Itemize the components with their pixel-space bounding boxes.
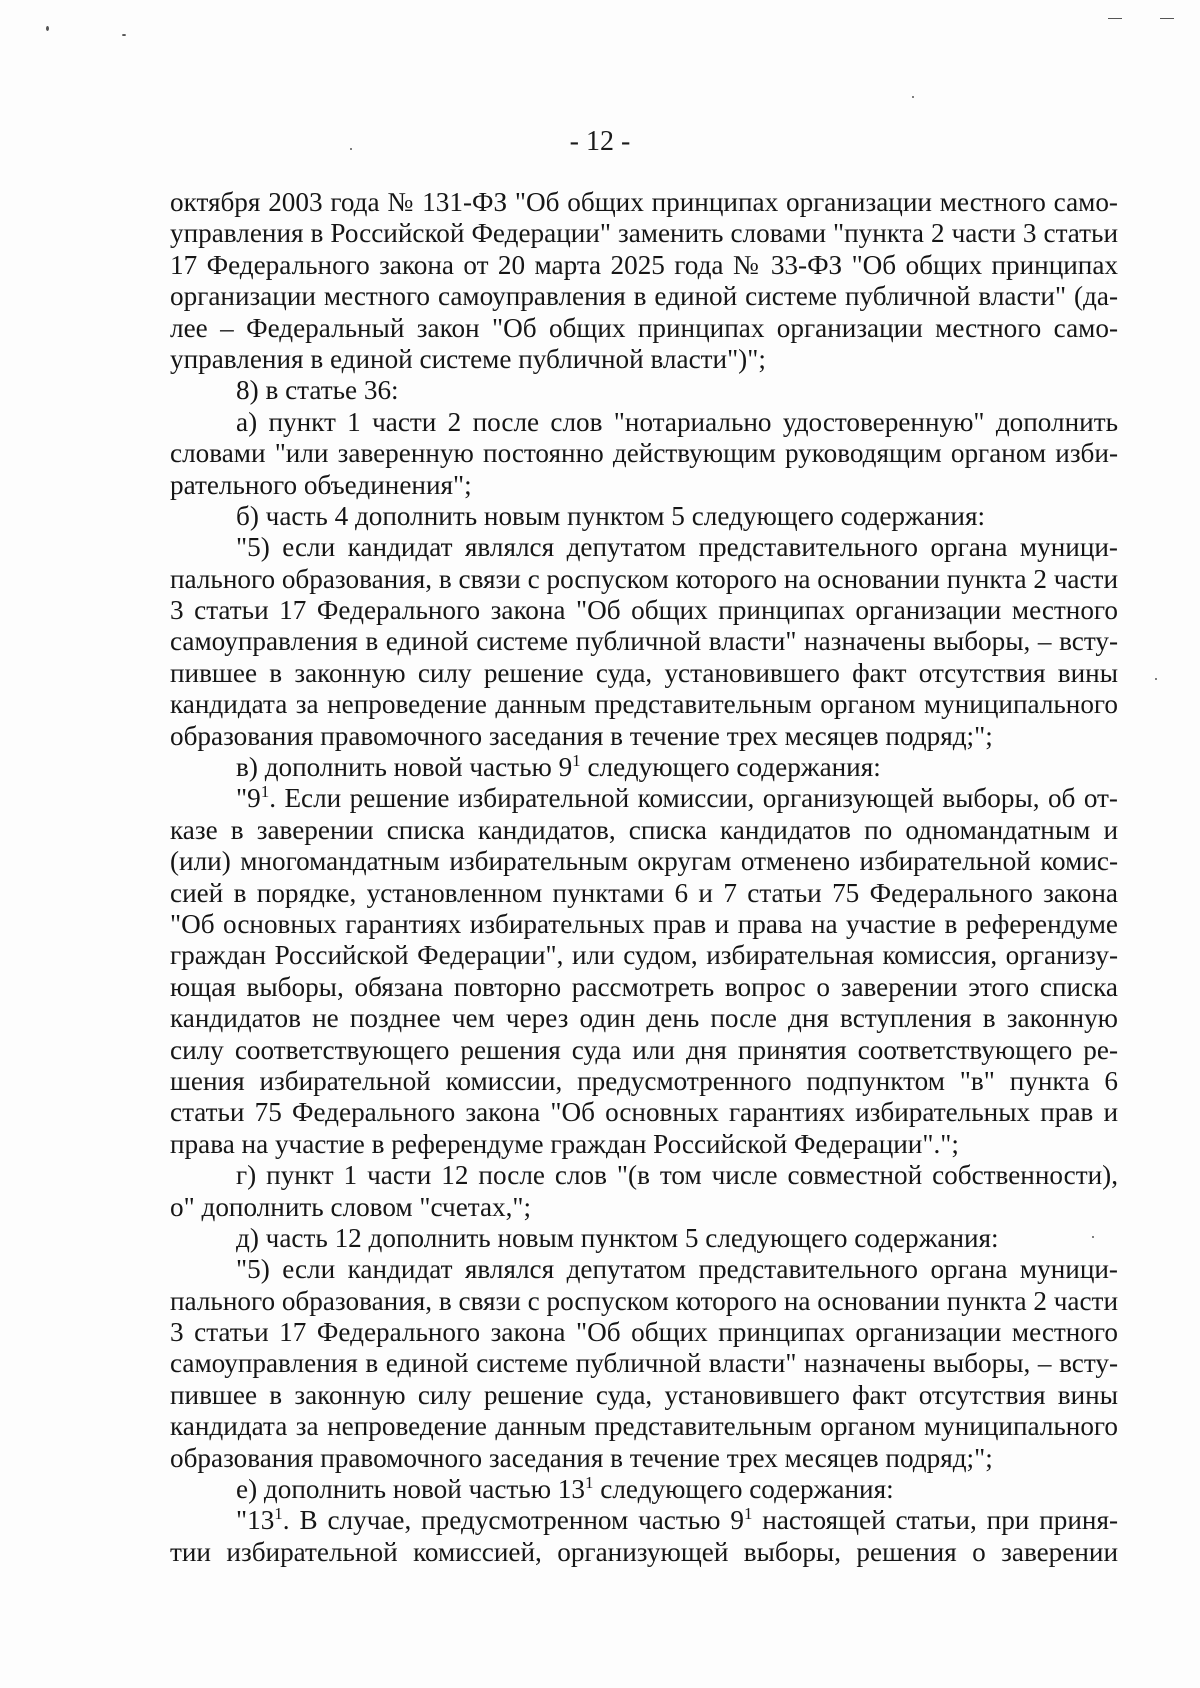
line-text: статьи 75 Федерального закона "Об основных гарантиях избирательных прав и xyxy=(170,1097,1118,1128)
line-text: пившее в законную силу решение суда, установившего факт отсутствия вины xyxy=(170,1379,1118,1410)
text-line xyxy=(170,250,1118,281)
line-text: граждан Российской Федерации", или судом, избирательная комиссия, организу- xyxy=(170,940,1118,971)
text-line xyxy=(170,1537,1118,1568)
text-line xyxy=(170,1505,1118,1536)
line-text: "5) если кандидат являлся депутатом представительного органа муници- xyxy=(236,1254,1118,1285)
text-line xyxy=(170,1035,1118,1066)
line-text-after: следующего содержания: xyxy=(593,1474,894,1505)
line-text: д) часть 12 дополнить новым пунктом 5 следующего содержания: xyxy=(236,1222,999,1253)
text-line xyxy=(170,313,1118,344)
line-text: ющая выборы, обязана повторно рассмотреть вопрос о заверении этого списка xyxy=(170,971,1118,1002)
line-text: образования правомочного заседания в течение трех месяцев подряд;"; xyxy=(170,1442,993,1473)
text-line xyxy=(170,564,1118,595)
text-line xyxy=(170,878,1118,909)
text-line xyxy=(170,532,1118,563)
line-text: октября 2003 года № 131-ФЗ "Об общих принципах организации местного само- xyxy=(170,187,1118,217)
text-line xyxy=(170,407,1118,438)
line-text: сией в порядке, установленном пунктами 6 и 7 статьи 75 Федерального закона xyxy=(170,877,1118,908)
line-text-tail: настоящей статьи, при приня- xyxy=(752,1505,1119,1536)
text-line xyxy=(170,626,1118,657)
line-text: б) часть 4 дополнить новым пунктом 5 следующего содержания: xyxy=(236,500,986,531)
text-line xyxy=(170,218,1118,249)
text-line xyxy=(170,1411,1118,1442)
text-line xyxy=(170,1066,1118,1097)
text-line xyxy=(170,187,1118,218)
scan-speck xyxy=(912,96,914,98)
scan-speck xyxy=(46,26,49,31)
text-line xyxy=(170,281,1118,312)
line-text: кандидатов не позднее чем через один день после дня вступления в законную xyxy=(170,1003,1118,1034)
scan-speck xyxy=(350,148,352,150)
text-line xyxy=(170,1223,1118,1254)
line-text: тии избирательной комиссией, организующей выборы, решения о заверении xyxy=(170,1536,1118,1567)
text-line xyxy=(170,940,1118,971)
line-text: "13 xyxy=(236,1505,275,1536)
scan-speck xyxy=(1092,1236,1094,1238)
text-line xyxy=(170,752,1118,783)
line-text: "Об основных гарантиях избирательных прав и права на участие в референдуме xyxy=(170,908,1118,939)
line-text: кандидата за непроведение данным представительным органом муниципального xyxy=(170,689,1118,720)
line-text: 8) в статье 36: xyxy=(236,375,399,406)
text-line xyxy=(170,1348,1118,1379)
line-text: самоуправления в единой системе публичной власти" назначены выборы, – всту- xyxy=(170,1348,1118,1379)
line-text: силу соответствующего решения суда или дня принятия соответствующего ре- xyxy=(170,1034,1118,1065)
text-line xyxy=(170,972,1118,1003)
text-line xyxy=(170,658,1118,689)
line-text: "9 xyxy=(236,783,261,814)
line-text: управления в Российской Федерации" заменить словами "пункта 2 части 3 статьи xyxy=(170,218,1118,249)
line-text-after: следующего содержания: xyxy=(580,752,881,783)
text-line xyxy=(170,1192,1118,1223)
line-text: шения избирательной комиссии, предусмотренного подпунктом "в" пункта 6 xyxy=(170,1065,1118,1096)
superscript: 1 xyxy=(260,782,270,802)
text-line xyxy=(170,1129,1118,1160)
line-text: образования правомочного заседания в течение трех месяцев подряд;"; xyxy=(170,720,993,751)
line-text: в) дополнить новой частью 9 xyxy=(236,752,573,783)
line-text: 17 Федерального закона от 20 марта 2025 года № 33-ФЗ "Об общих принципах xyxy=(170,249,1118,280)
text-line xyxy=(170,1380,1118,1411)
superscript: 1 xyxy=(585,1473,594,1493)
line-text-after: . Если решение избирательной комиссии, организующей выборы, об от- xyxy=(269,783,1118,814)
line-text: организации местного самоуправления в единой системе публичной власти" (да- xyxy=(170,281,1118,312)
text-line xyxy=(170,1474,1118,1505)
text-line xyxy=(170,438,1118,469)
line-text: самоуправления в единой системе публичной власти" назначены выборы, – всту- xyxy=(170,626,1118,657)
line-text: кандидата за непроведение данным представительным органом муниципального xyxy=(170,1411,1118,1442)
text-line xyxy=(170,1097,1118,1128)
scan-speck xyxy=(1155,678,1157,680)
text-line xyxy=(170,1317,1118,1348)
scan-speck xyxy=(122,34,126,36)
line-text: лее – Федеральный закон "Об общих принципах организации местного само- xyxy=(170,312,1118,343)
text-line xyxy=(170,909,1118,940)
text-line xyxy=(170,846,1118,877)
line-text: управления в единой системе публичной власти")"; xyxy=(170,343,766,374)
line-text: пального образования, в связи с роспуском которого на основании пункта 2 части xyxy=(170,1285,1118,1316)
text-line xyxy=(170,470,1118,501)
text-line xyxy=(170,1160,1118,1191)
scan-speck xyxy=(1108,18,1122,19)
line-text: а) пункт 1 части 2 после слов "нотариально удостоверенную" дополнить xyxy=(236,406,1118,437)
document-body xyxy=(170,187,1118,1568)
line-text: о" дополнить словом "счетах,"; xyxy=(170,1191,532,1222)
text-line xyxy=(170,1443,1118,1474)
text-line xyxy=(170,1003,1118,1034)
text-line xyxy=(170,783,1118,814)
text-line xyxy=(170,501,1118,532)
line-text: словами "или заверенную постоянно действующим руководящим органом изби- xyxy=(170,438,1118,469)
text-line xyxy=(170,1286,1118,1317)
line-text: (или) многомандатным избирательным округам отменено избирательной комис- xyxy=(170,846,1118,877)
text-line xyxy=(170,815,1118,846)
line-text: 3 статьи 17 Федерального закона "Об общих принципах организации местного xyxy=(170,1317,1118,1348)
line-text: е) дополнить новой частью 13 xyxy=(236,1474,585,1505)
line-text-after: . В случае, предусмотренном частью 9 xyxy=(282,1505,744,1536)
text-line xyxy=(170,721,1118,752)
line-text: г) пункт 1 части 12 после слов "(в том числе совместной собственности), xyxy=(236,1160,1118,1191)
line-text: 3 статьи 17 Федерального закона "Об общих принципах организации местного xyxy=(170,595,1118,626)
text-line xyxy=(170,375,1118,406)
line-text: "5) если кандидат являлся депутатом представительного органа муници- xyxy=(236,532,1118,563)
line-text: пального образования, в связи с роспуском которого на основании пункта 2 части xyxy=(170,563,1118,594)
text-line xyxy=(170,595,1118,626)
line-text: рательного объединения"; xyxy=(170,469,472,500)
line-text: права на участие в референдуме граждан Российской Федерации"."; xyxy=(170,1128,959,1159)
text-line xyxy=(170,1254,1118,1285)
text-line xyxy=(170,689,1118,720)
line-text: пившее в законную силу решение суда, установившего факт отсутствия вины xyxy=(170,657,1118,688)
superscript: 1 xyxy=(743,1504,753,1524)
superscript: 1 xyxy=(572,751,581,771)
superscript: 1 xyxy=(274,1504,283,1524)
text-line xyxy=(170,344,1118,375)
scan-speck xyxy=(1160,18,1174,19)
line-text: казе в заверении списка кандидатов, списка кандидатов по одномандатным и xyxy=(170,814,1118,845)
page-number: - 12 - xyxy=(569,126,631,157)
